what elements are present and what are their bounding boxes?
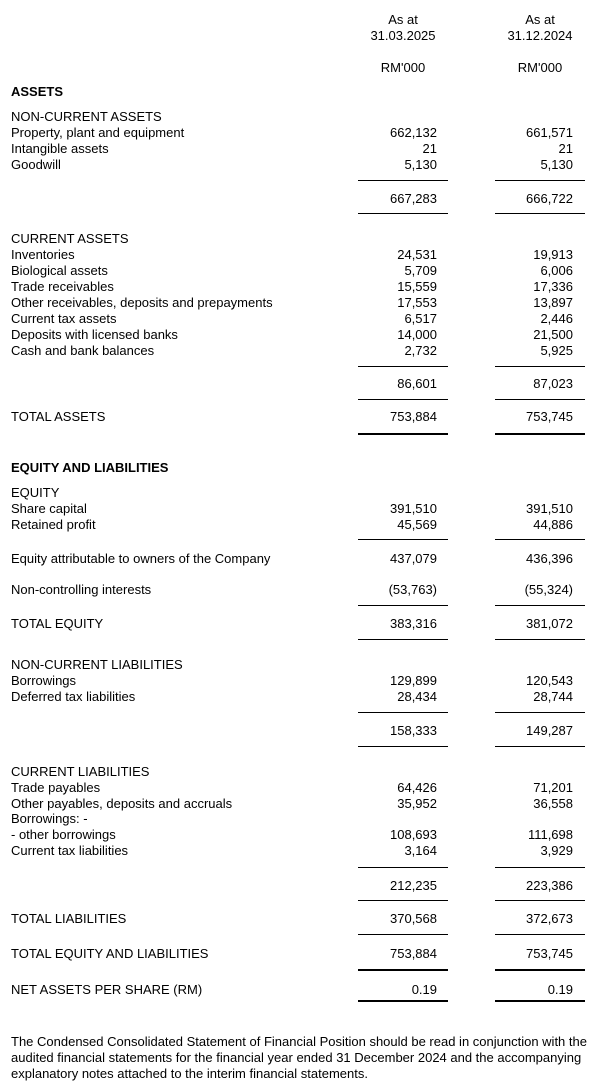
row-label: Deposits with licensed banks xyxy=(11,327,178,342)
double-rule xyxy=(495,1000,585,1002)
net-assets-per-share-label: NET ASSETS PER SHARE (RM) xyxy=(11,982,203,997)
row-value-2025: 662,132 xyxy=(390,125,437,140)
rule xyxy=(495,213,585,214)
rule xyxy=(495,934,585,935)
row-value-2024: 28,744 xyxy=(533,689,573,704)
nci-label: Non-controlling interests xyxy=(11,582,152,597)
rule xyxy=(358,746,448,747)
row-value-2025: 6,517 xyxy=(404,311,437,326)
double-rule xyxy=(495,969,585,971)
equity-liabilities-heading: EQUITY AND LIABILITIES xyxy=(11,460,169,475)
current-assets-subtotal-2024: 87,023 xyxy=(533,376,573,391)
row-label: Biological assets xyxy=(11,263,108,278)
row-value-2025: 24,531 xyxy=(397,247,437,262)
row-label: Cash and bank balances xyxy=(11,343,155,358)
row-label: Other receivables, deposits and prepayments xyxy=(11,295,273,310)
nci-2024: (55,324) xyxy=(524,582,573,597)
row-label: Other payables, deposits and accruals xyxy=(11,796,233,811)
col2-header-line1: As at xyxy=(525,12,555,27)
row-value-2024: 71,201 xyxy=(533,780,573,795)
rule xyxy=(358,712,448,713)
row-value-2025: 3,164 xyxy=(404,843,437,858)
rule xyxy=(495,399,585,400)
row-label: Current tax liabilities xyxy=(11,843,129,858)
col1-header-date: 31.03.2025 xyxy=(370,28,436,43)
rule xyxy=(495,180,585,181)
row-value-2024: 111,698 xyxy=(527,827,573,842)
rule xyxy=(358,934,448,935)
row-value-2024: 2,446 xyxy=(540,311,573,326)
row-value-2025: 5,130 xyxy=(404,157,437,172)
rule xyxy=(358,366,448,367)
row-value-2024: 661,571 xyxy=(526,125,573,140)
noncurrent-assets-subtotal-2025: 667,283 xyxy=(390,191,437,206)
total-liabilities-label: TOTAL LIABILITIES xyxy=(11,911,127,926)
row-value-2024: 17,336 xyxy=(533,279,573,294)
rule xyxy=(495,746,585,747)
row-label: Borrowings xyxy=(11,673,77,688)
rule xyxy=(358,213,448,214)
total-equity-liabilities-2024: 753,745 xyxy=(526,946,573,961)
row-label: Intangible assets xyxy=(11,141,109,156)
row-value-2024: 21,500 xyxy=(533,327,573,342)
rule xyxy=(358,900,448,901)
rule xyxy=(495,712,585,713)
rule xyxy=(495,539,585,540)
row-value-2024: 21 xyxy=(558,141,573,156)
row-label: Goodwill xyxy=(11,157,61,172)
row-value-2024: 44,886 xyxy=(533,517,573,532)
rule xyxy=(495,366,585,367)
rule xyxy=(495,867,585,868)
rule xyxy=(358,399,448,400)
rule xyxy=(358,867,448,868)
current-assets-heading: CURRENT ASSETS xyxy=(11,231,129,246)
net-assets-per-share-2025: 0.19 xyxy=(411,982,437,997)
row-label: Retained profit xyxy=(11,517,96,532)
rule xyxy=(495,605,585,606)
row-label: - other borrowings xyxy=(11,827,116,842)
row-value-2025: 391,510 xyxy=(390,501,437,516)
row-value-2024: 6,006 xyxy=(540,263,573,278)
double-rule xyxy=(358,969,448,971)
double-rule xyxy=(358,433,448,435)
row-label: Current tax assets xyxy=(11,311,117,326)
total-equity-2025: 383,316 xyxy=(390,616,437,631)
total-assets-2024: 753,745 xyxy=(526,409,573,424)
col2-header-unit: RM'000 xyxy=(517,60,563,75)
row-label: Trade payables xyxy=(11,780,101,795)
nci-2025: (53,763) xyxy=(388,582,437,597)
row-value-2025: 17,553 xyxy=(397,295,437,310)
noncurrent-liabilities-subtotal-2024: 149,287 xyxy=(526,723,573,738)
row-value-2024: 5,925 xyxy=(540,343,573,358)
rule xyxy=(358,639,448,640)
total-equity-liabilities-2025: 753,884 xyxy=(390,946,437,961)
row-value-2025: 129,899 xyxy=(390,673,437,688)
col1-header-line1: As at xyxy=(388,12,418,27)
total-assets-label: TOTAL ASSETS xyxy=(11,409,106,424)
row-value-2024: 5,130 xyxy=(540,157,573,172)
row-label: Trade receivables xyxy=(11,279,114,294)
row-value-2025: 108,693 xyxy=(390,827,437,842)
owners-equity-2024: 436,396 xyxy=(526,551,573,566)
row-value-2024: 36,558 xyxy=(533,796,573,811)
row-value-2024: 19,913 xyxy=(533,247,573,262)
total-assets-2025: 753,884 xyxy=(390,409,437,424)
double-rule xyxy=(495,433,585,435)
total-equity-liabilities-label: TOTAL EQUITY AND LIABILITIES xyxy=(11,946,209,961)
row-value-2024: 13,897 xyxy=(533,295,573,310)
row-value-2024: 391,510 xyxy=(526,501,573,516)
total-equity-2024: 381,072 xyxy=(526,616,573,631)
row-label: Inventories xyxy=(11,247,75,262)
row-value-2025: 14,000 xyxy=(397,327,437,342)
row-value-2025: 21 xyxy=(422,141,437,156)
col1-header-unit: RM'000 xyxy=(380,60,426,75)
rule xyxy=(495,900,585,901)
noncurrent-liabilities-subtotal-2025: 158,333 xyxy=(390,723,437,738)
row-label: Borrowings: - xyxy=(11,811,88,826)
row-label: Property, plant and equipment xyxy=(11,125,185,140)
noncurrent-assets-heading: NON-CURRENT ASSETS xyxy=(11,109,162,124)
row-value-2024: 3,929 xyxy=(540,843,573,858)
current-liabilities-subtotal-2024: 223,386 xyxy=(526,878,573,893)
equity-heading: EQUITY xyxy=(11,485,60,500)
rule xyxy=(358,180,448,181)
current-liabilities-subtotal-2025: 212,235 xyxy=(390,878,437,893)
row-value-2025: 45,569 xyxy=(397,517,437,532)
rule xyxy=(358,539,448,540)
row-value-2024: 120,543 xyxy=(526,673,573,688)
assets-heading: ASSETS xyxy=(11,84,64,99)
noncurrent-assets-subtotal-2024: 666,722 xyxy=(526,191,573,206)
col2-header-date: 31.12.2024 xyxy=(507,28,573,43)
row-value-2025: 64,426 xyxy=(397,780,437,795)
row-value-2025: 28,434 xyxy=(397,689,437,704)
owners-equity-label: Equity attributable to owners of the Company xyxy=(11,551,271,566)
owners-equity-2025: 437,079 xyxy=(390,551,437,566)
row-value-2025: 15,559 xyxy=(397,279,437,294)
total-equity-label: TOTAL EQUITY xyxy=(11,616,104,631)
row-value-2025: 5,709 xyxy=(404,263,437,278)
current-assets-subtotal-2025: 86,601 xyxy=(397,376,437,391)
rule xyxy=(495,639,585,640)
net-assets-per-share-2024: 0.19 xyxy=(547,982,573,997)
noncurrent-liabilities-heading: NON-CURRENT LIABILITIES xyxy=(11,657,183,672)
row-value-2025: 35,952 xyxy=(397,796,437,811)
row-value-2025: 2,732 xyxy=(404,343,437,358)
rule xyxy=(358,605,448,606)
footnote: The Condensed Consolidated Statement of Financial Position should be read in conjunction with the audited financial statements for the financial year ended 31 December 2024 and the accompanying explanatory notes attached to the interim financial statements. xyxy=(11,1034,587,1081)
double-rule xyxy=(358,1000,448,1002)
total-liabilities-2024: 372,673 xyxy=(526,911,573,926)
total-liabilities-2025: 370,568 xyxy=(390,911,437,926)
row-label: Share capital xyxy=(11,501,87,516)
row-label: Deferred tax liabilities xyxy=(11,689,136,704)
current-liabilities-heading: CURRENT LIABILITIES xyxy=(11,764,150,779)
